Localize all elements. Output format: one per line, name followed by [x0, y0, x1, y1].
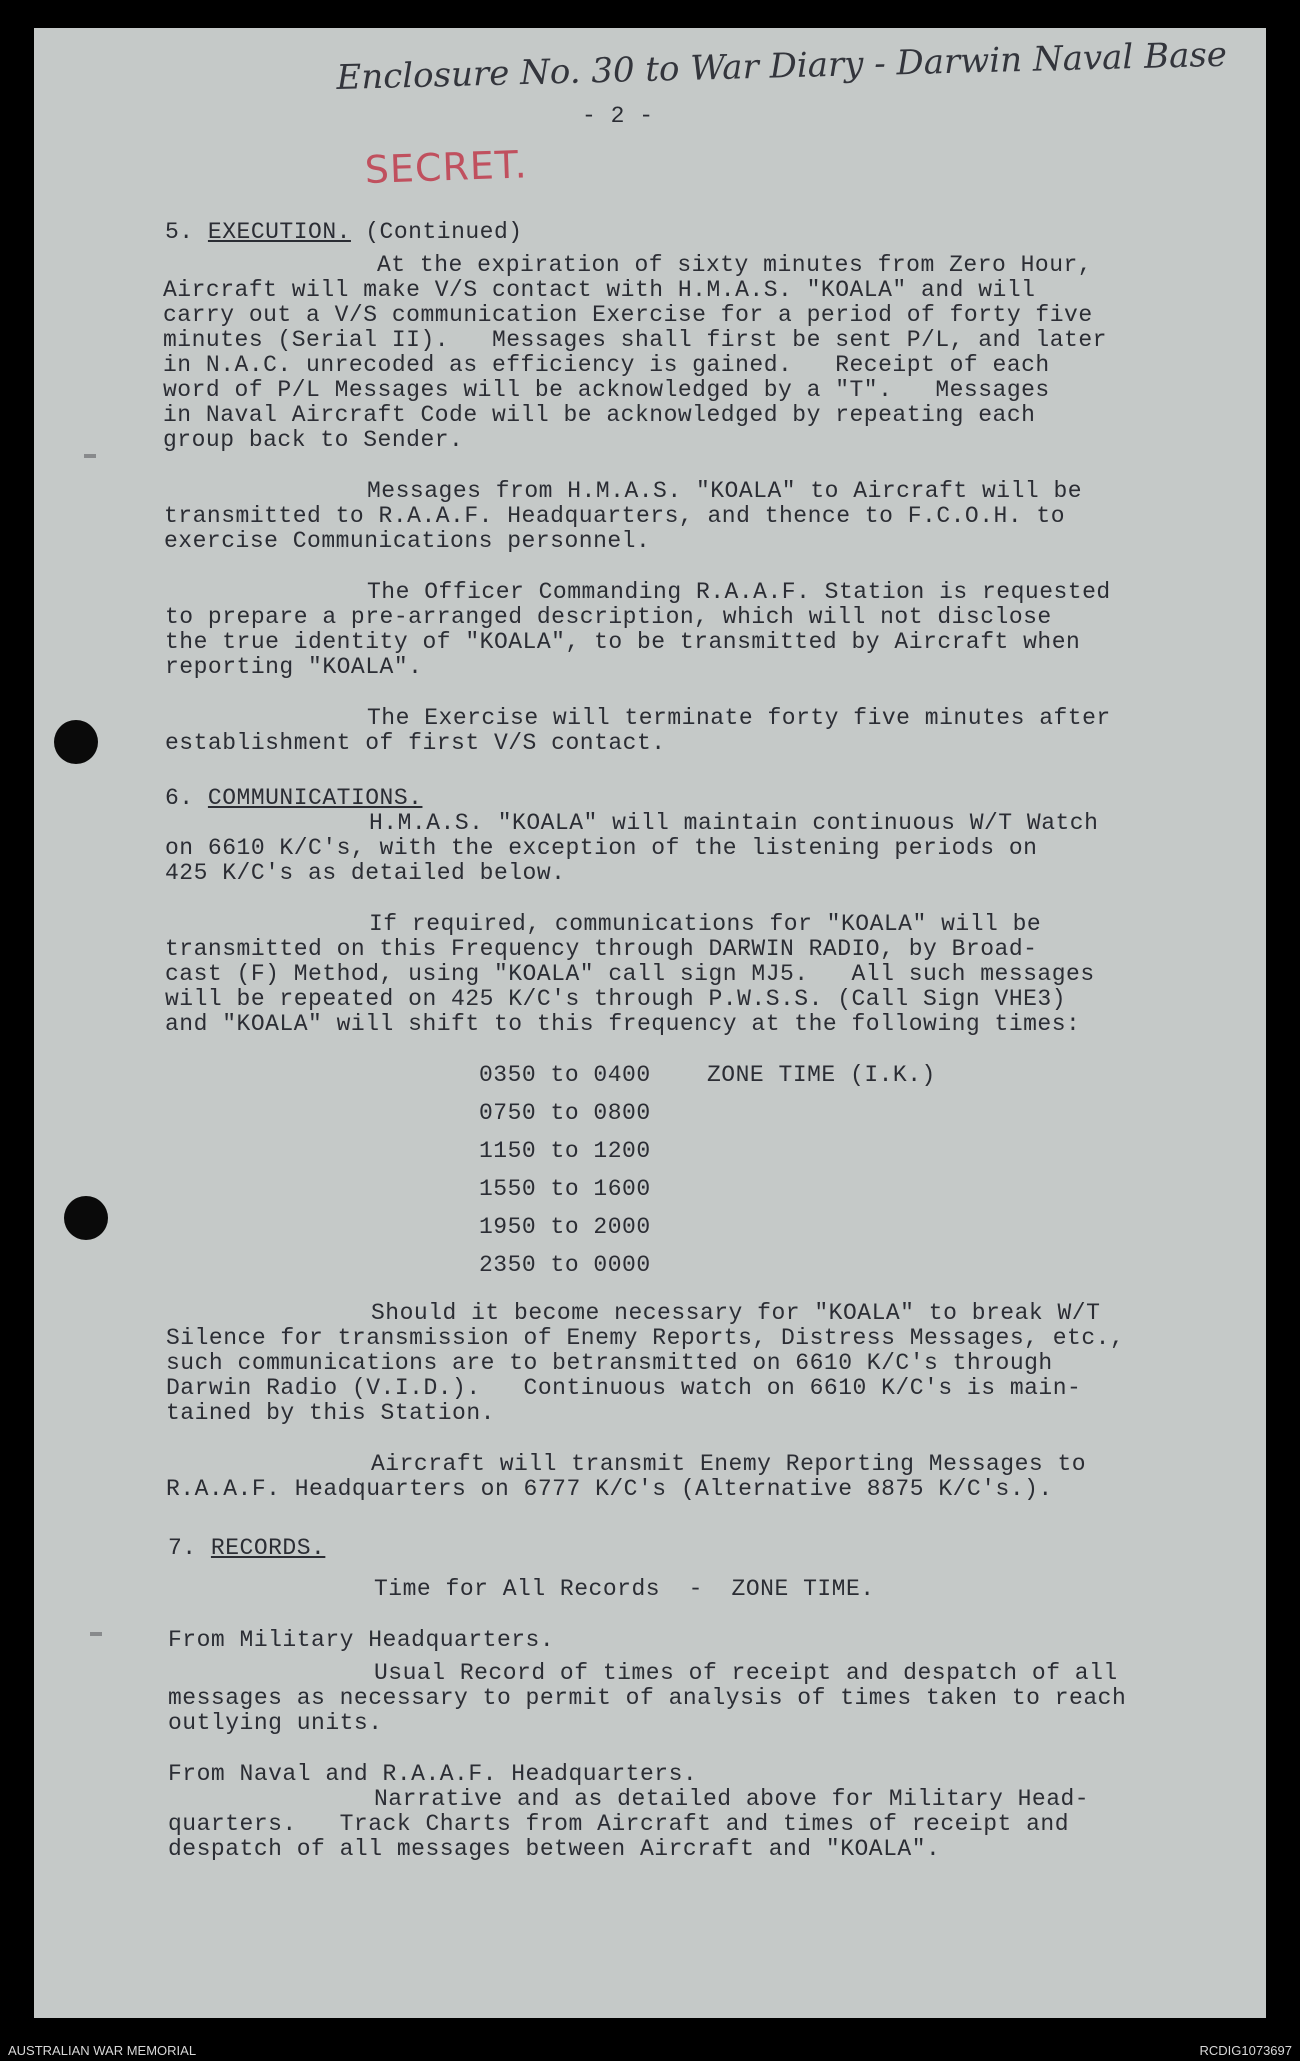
- footer-archive-label: AUSTRALIAN WAR MEMORIAL: [8, 2043, 197, 2058]
- body-line: transmitted on this Frequency through DARWIN RADIO, by Broad-: [165, 936, 1038, 962]
- body-line: Narrative and as detailed above for Military Head-: [374, 1786, 1090, 1812]
- body-line: minutes (Serial II). Messages shall first be sent P/L, and later: [163, 327, 1107, 353]
- body-line: outlying units.: [168, 1710, 383, 1736]
- body-line: reporting "KOALA".: [165, 654, 423, 680]
- body-line: If required, communications for "KOALA" will be: [369, 911, 1042, 937]
- schedule-time: 0750 to 0800: [479, 1100, 651, 1126]
- handwritten-annotation: Enclosure No. 30 to War Diary - Darwin Naval Base: [336, 34, 1228, 98]
- body-line: At the expiration of sixty minutes from Zero Hour,: [377, 252, 1093, 278]
- body-line: word of P/L Messages will be acknowledged by a "T". Messages: [163, 377, 1050, 403]
- body-line: carry out a V/S communication Exercise for a period of forty five: [163, 302, 1093, 328]
- schedule-time: 1950 to 2000: [479, 1214, 651, 1240]
- body-line: on 6610 K/C's, with the exception of the listening periods on: [165, 835, 1038, 861]
- schedule-time: 2350 to 0000: [479, 1252, 651, 1278]
- body-line: exercise Communications personnel.: [164, 528, 651, 554]
- section-heading-records: 7. RECORDS.: [168, 1535, 326, 1561]
- body-line: R.A.A.F. Headquarters on 6777 K/C's (Alternative 8875 K/C's.).: [166, 1476, 1053, 1502]
- body-line: Messages from H.M.A.S. "KOALA" to Aircraft will be: [367, 478, 1083, 504]
- body-line: Darwin Radio (V.I.D.). Continuous watch on 6610 K/C's is main-: [166, 1375, 1082, 1401]
- secret-stamp: SECRET.: [364, 142, 529, 192]
- footer-record-id: RCDIG1073697: [1199, 2043, 1292, 2058]
- body-line: The Officer Commanding R.A.A.F. Station is requested: [367, 579, 1111, 605]
- body-line: in N.A.C. unrecoded as efficiency is gained. Receipt of each: [163, 352, 1050, 378]
- schedule-zone-label: ZONE TIME (I.K.): [707, 1062, 936, 1088]
- body-line: Usual Record of times of receipt and despatch of all: [374, 1660, 1118, 1686]
- body-line: tained by this Station.: [166, 1400, 495, 1426]
- body-line: messages as necessary to permit of analysis of times taken to reach: [168, 1685, 1127, 1711]
- body-line: the true identity of "KOALA", to be transmitted by Aircraft when: [165, 629, 1081, 655]
- section-heading-communications: 6. COMMUNICATIONS.: [165, 785, 423, 811]
- schedule-time: 0350 to 0400: [479, 1062, 651, 1088]
- body-line: 425 K/C's as detailed below.: [165, 860, 566, 886]
- schedule-time: 1150 to 1200: [479, 1138, 651, 1164]
- section-heading-execution: 5. EXECUTION. (Continued): [165, 219, 523, 245]
- body-line: The Exercise will terminate forty five minutes after: [367, 705, 1111, 731]
- subheading-military: From Military Headquarters.: [168, 1627, 555, 1653]
- body-line: Aircraft will make V/S contact with H.M.A.S. "KOALA" and will: [163, 277, 1036, 303]
- body-line: cast (F) Method, using "KOALA" call sign MJ5. All such messages: [165, 961, 1095, 987]
- paper-mark: [84, 454, 96, 458]
- punch-hole: [54, 720, 98, 764]
- body-line: group back to Sender.: [163, 427, 464, 453]
- punch-hole: [64, 1196, 108, 1240]
- body-line: in Naval Aircraft Code will be acknowledged by repeating each: [163, 402, 1036, 428]
- body-line: to prepare a pre-arranged description, which will not disclose: [165, 604, 1052, 630]
- body-line: despatch of all messages between Aircraft and "KOALA".: [168, 1836, 941, 1862]
- page-number: - 2 -: [582, 103, 654, 129]
- paper-mark: [90, 1632, 102, 1636]
- body-line: and "KOALA" will shift to this frequency at the following times:: [165, 1011, 1081, 1037]
- body-line: Time for All Records - ZONE TIME.: [374, 1576, 875, 1602]
- body-line: Aircraft will transmit Enemy Reporting Messages to: [371, 1451, 1087, 1477]
- schedule-time: 1550 to 1600: [479, 1176, 651, 1202]
- body-line: such communications are to betransmitted on 6610 K/C's through: [166, 1350, 1053, 1376]
- body-line: Should it become necessary for "KOALA" to break W/T: [371, 1300, 1101, 1326]
- body-line: will be repeated on 425 K/C's through P.W.S.S. (Call Sign VHE3): [165, 986, 1067, 1012]
- body-line: establishment of first V/S contact.: [165, 730, 666, 756]
- subheading-naval-raaf: From Naval and R.A.A.F. Headquarters.: [168, 1761, 698, 1787]
- body-line: Silence for transmission of Enemy Reports, Distress Messages, etc.,: [166, 1325, 1125, 1351]
- body-line: quarters. Track Charts from Aircraft and times of receipt and: [168, 1811, 1070, 1837]
- body-line: transmitted to R.A.A.F. Headquarters, and thence to F.C.O.H. to: [164, 503, 1066, 529]
- body-line: H.M.A.S. "KOALA" will maintain continuous W/T Watch: [369, 810, 1099, 836]
- document-page: [34, 28, 1266, 2018]
